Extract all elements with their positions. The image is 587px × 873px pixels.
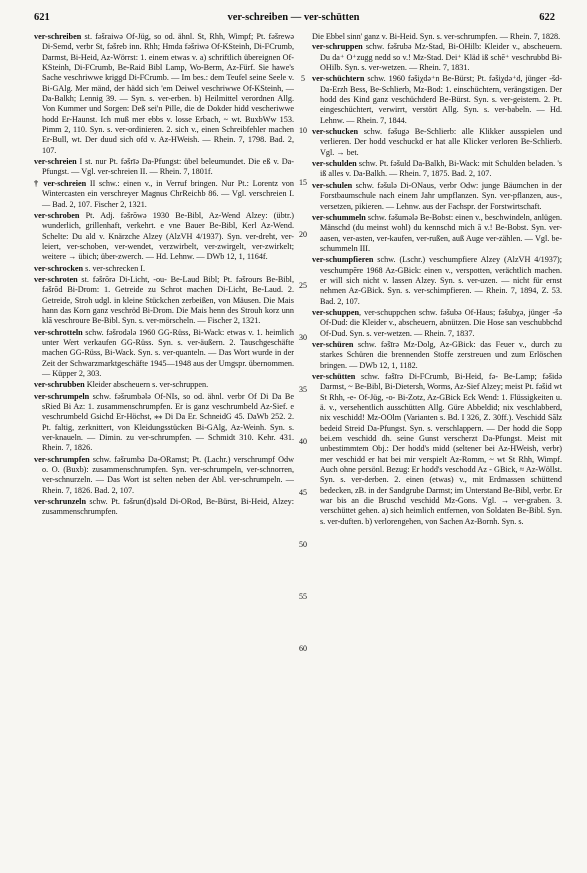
entry-headword: ver-schütten	[312, 372, 356, 381]
entry-body: schw. Pt. fəšrun(d)səld Di-ORod, Be-Bürst, Bi-Heid, Alzey: zusammenschrumpfen.	[42, 497, 294, 517]
entry-headword: ver-schüchtern	[312, 74, 365, 84]
line-number: 10	[299, 126, 307, 136]
page-number-left: 621	[34, 12, 50, 23]
entry-headword: ver-schreien	[34, 157, 77, 167]
dictionary-entry	[312, 32, 562, 42]
line-number: 20	[299, 229, 307, 239]
entry-body: schw. fəšugə Be-Schlierb: alle Klikker ausspielen und verlieren. Der hodd veschuckd er hat alle Klicker verloren Be-Schlierb. Vgl. → bet.	[320, 127, 562, 157]
entry-body: schw. fəšrumbələ Of-NIs, so od. ähnl. verbr Of Di Da Be sRied Bi Az: 1. zusammenschrumpfen. Er is ganz veschrumbeld Az-Sief. e veschrumbeld Gsichd Er-Höchst, ⁎⁎ Di Da Er. SchneidG 45. DaWb 252. 2. Pt. faltig, zerknittert, von Kleidungsstücken Bi-GAlg, Az-Weinh. Syn. s. ver-knaueln. — Dimin. zu ver-schrumpfen. — Schmidt 310. Kehr. 431. Rhein. 7, 1826.	[42, 391, 294, 453]
line-number: 50	[299, 540, 307, 550]
entry-headword: ver-schreiben	[34, 32, 82, 41]
line-number: 30	[299, 333, 307, 343]
dictionary-entry	[34, 328, 294, 380]
entry-headword: ver-schumpfieren	[312, 255, 374, 265]
entry-body: Pt. Adj. fəšrōwə 1930 Be-Bibl, Az-Wend Alzey: (übtr.) wunderlich, grillenhaft, verkehrt. e vne Bauer Be-Bibl, Kerl Az-Wend. Schelte: Du ald v. Knärzche Alzey (AlzVH 4/1937). Syn. ver-dreht, ver-leiert, ver-schoben, ver-wendet, verzwirbelt, ver-zwirgelt, ver-zwirkelt; weitere → übich; über-zwerch. — Hd. Lehnw. — DWb 12, 1, 1164f.	[42, 210, 294, 262]
entry-headword: † ver-schreien	[34, 178, 87, 188]
line-number: 45	[299, 488, 307, 498]
running-title: ver-schreiben — ver-schütten	[227, 12, 360, 23]
entry-body: schw. fəšīrə Mz-Dolg, Az-GBick: das Feuer v., durch zu starkes Schüren die brennenden Stoffe zerstreuen und zum Erlöschen bringen. — DWb 12, 1, 1182.	[320, 339, 562, 370]
entry-body: schw. fəšulə Di-ONaus, verbr Odw: junge Bäumchen in der Forstbaumschule nach einem Jahr umpflanzen. Syn. ver-pflanzen, aus-, versetzen, pikieren. — Lehnw. aus der Fachspr. der Forstwirtschaft.	[320, 180, 562, 211]
entry-body: schw. 1960 fəšiχdə⁺n Be-Bürst; Pt. fəšiχdə⁺d, jünger -šd- Da-Erzh Bess, Be-Schlierb, Mz-Bod: 1. einschüchtern, verängstigen. Der hodd des Kind ganz veschüchderd Be-Bürst. Syn. s. ver-geistern. 2. Pt. eingeschüchtert, verwirrt, verstört Allg. Syn. s. ver-babeln. — Hd. Lehnw. — Rhein. 7, 1844.	[320, 74, 562, 125]
entry-headword: ver-schroben	[34, 210, 80, 220]
line-number: 15	[299, 177, 307, 187]
entry-headword: ver-schrotteln	[34, 327, 83, 337]
line-number: 5	[301, 74, 305, 84]
dictionary-entry	[312, 181, 562, 212]
line-number: 60	[299, 643, 307, 653]
dictionary-entry	[34, 179, 294, 210]
entry-headword: ver-schrubben	[34, 380, 85, 390]
dictionary-entry	[312, 213, 562, 254]
dictionary-entry	[312, 255, 562, 307]
dictionary-entry	[312, 340, 562, 371]
dictionary-entry	[34, 275, 294, 327]
entry-body: Die Ebbel sinn' ganz v. Bi-Heid. Syn. s. ver-schrumpfen. — Rhein. 7, 1828.	[312, 32, 561, 41]
dictionary-entry	[312, 42, 562, 73]
entry-body: schw. fəšrumbə Da-ORamst; Pt. (Lachr.) verschrumpf Odw o. O. (Buxb): zusammenschrumpfen. Syn. ver-schrumpeln, ver-schnorren, ver-schnurzeln. — Das Wort ist selten neben der Abl. ver-schrumpeln. — Rhein. 7, 1826. Bad. 2, 107.	[42, 454, 294, 495]
entry-body: schw. fəšīrə Di-FCrumb, Bi-Heid, fə- Be-Lamp; fəšidə Darmst, ~ Be-Bibl, Bi-Dietersh, Worms, Az-Sief Alzey; meist Pt. fəšid wt St Rhh, -e- Of-Jüg, -o- Bi-Zotz, Az-GBick Eck Wend: 1. Flüssigkeiten u. ä. v., versehentlich ausschütten Allg. Güre Abbeldid; nix veschlabberd, nix veschidd! Mz-OOlm (Varianten s. Bd. I 326, Z. 30ff.). Veschidd Sālz bedeid Streid Da-Pfungst. Syn. s. verschlappern. — Der hodd die Sopp bei.em veschidd dh. seine Gunst verscherzt Da-Pfungst. Meist mit unbestimmtem Obj.: Der hodd's midd (seltener bei Az-HWeish, verbr) mer veschidd er hat bei mir verspielt Az-Romm, ~ wt St Rhh, Wimpf. Auch ohne persönl. Bezug: Er hodd's veschodd Az - GBick, ≈ Az-Wöllst. Syn. s. ver-derben. 2. einen (etwas) v., mit Erdmassen schüttend bedecken, zB. in der Sandgrube Darmst; im Unterstand Be-Bibl, verbr. Er war bis an die Bruschd veschidd Mz-Gons. Vgl. → ver-graben. 3. verschüttet gehen. a) sich heimlich entfernen, von Soldaten Be-Bibl. Syn. s. ver-duften. b) verlorengehen, von Sachen Az-Bornh. Syn. s.	[320, 372, 562, 526]
dictionary-entry	[34, 157, 294, 178]
entry-headword: ver-schrocken	[34, 263, 84, 273]
entry-headword: ver-schrumpfen	[34, 454, 90, 464]
line-number: 25	[299, 281, 307, 291]
dictionary-entry	[34, 380, 294, 390]
entry-headword: ver-schulden	[312, 159, 357, 169]
entry-body: , ver-schuppchen schw. fəšubə Of-Haus; fəšubχə, jünger -šə Of-Dud: die Kleider v., abscheuern, abnützen. Die Hose san veschubbchd Of-Dud. Syn. s. ver-wetzen. — Rhein. 7, 1837.	[320, 307, 562, 338]
entry-headword: ver-schucken	[312, 127, 359, 137]
dictionary-entry	[312, 127, 562, 158]
dictionary-entry	[34, 392, 294, 454]
line-number-gutter	[296, 32, 310, 867]
entry-body: s. ver-schrecken I.	[83, 263, 146, 273]
right-column	[312, 32, 562, 867]
line-number: 55	[299, 591, 307, 601]
dictionary-entry	[34, 264, 294, 274]
entry-headword: ver-schrunzeln	[34, 497, 86, 507]
dictionary-entry	[312, 308, 562, 339]
dictionary-entry	[34, 455, 294, 496]
entry-body: st. fəšraiwə Of-Jüg, so od. ähnl. St, Rhh, Wimpf; Pt. fəšrewə Di-Semd, verbr St, fəšreb inn. Rhh; Hmda fəšriwə Of-KSteinh, Di-FCrumb, Darmst, Bi-Heid, Az-Wörrst: 1. einem etwas v. a) schriftlich übereignen Of-KSteinh, Di-FCrumb, Be-Raid Bibl Lamp, Wo-Berm, Az-Fürf. Sie hawe's Sache veschriwwe kriggd Di-FCrumb. — Im bes.: dem Teufel seine Seele v. Bi-GAlg. Mer mänd, der hädd sich 'em Deiwel veschriwwe Of-KSteinh, — Da-Balkh; Lennig 39. — Syn. s. ver-erben. b) Heilmittel verordnen Allg. Von Kummer und Sorgen: Deß sei'n Pille, die de Dokder hidd vescheriwwe hodd Er-Haunst. Ich muß mer ebbs v. losse Erbach, ~ wt. BuxbWw 153. Pimm 2, 110. Syn. s. ver-ordinieren. 2. sich v., einen Schreibfehler machen Er-Bull, wt. Der duud sich ofd v. Az-HWeish. — Rhein. 7, 1798. Bad. 2, 107.	[42, 32, 294, 155]
entry-body: st. fəšrōrə Di-Licht, -ou- Be-Laud Bibl; Pt. fəšrours Be-Bibl, fəšrōd Bi-Drom: 1. Getreide zu Schrot machen Di-Licht, Be-Laud. 2. Getreide, Stroh udgl. in kleine Stückchen zerbeißen, von Mäusen. Die Mais hann das Korn ganz veschröd Bi-Drom. Die Mais henn des Strouh korz unn klā veschroure Be-Bibl. Syn. s. ver-mörscheln. — Fischer 2, 1321.	[42, 274, 294, 326]
entry-headword: ver-schummeln	[312, 212, 366, 222]
dictionary-entry	[34, 211, 294, 263]
entry-body: schw. fəšrubə Mz-Stad, Bi-OHilb: Kleider v., abscheuern. Du da⁺ O⁺zugg nedd so v.! Mz-Stad. Dei⁺ Kläd iß schē⁺ veschrubbd Bi-OHilb. Syn. s. ver-wetzen. — Rhein. 7, 1831.	[320, 42, 562, 73]
entry-body: schw. (Lschr.) veschumpfiere Alzey (AlzVH 4/1937); veschumpēre 1968 Az-GBick: einen v., verspotten, verächtlich machen. er will sich nicht v. lassen Alzey. Syn. s. ver-uzen. — nicht für ernst nehmen Az-GBick. Syn. s. ver-schimpfieren. — Rhein. 7, 1894, Z. 53. Bad. 2, 107.	[320, 255, 562, 306]
entry-headword: ver-schulen	[312, 180, 353, 190]
entry-headword: ver-schrumpeln	[34, 391, 90, 401]
page-header	[12, 10, 575, 28]
entry-headword: ver-schruppen	[312, 42, 363, 52]
entry-headword: ver-schroten	[34, 274, 78, 284]
dictionary-entry	[312, 74, 562, 126]
dictionary-entry	[312, 159, 562, 180]
dictionary-entry	[312, 372, 562, 527]
left-column	[34, 32, 294, 867]
entry-body: Kleider abscheuern s. ver-schruppen.	[84, 380, 209, 390]
line-number: 35	[299, 384, 307, 394]
page-number-right: 622	[539, 12, 555, 23]
entry-headword: ver-schüren	[312, 339, 354, 349]
line-number: 40	[299, 436, 307, 446]
entry-body: II schw.: einen v., in Verruf bringen. Nur Pt.: Lorentz von Wintercasten ein verschreyer Magnus ChrReichb 86. — Vgl. verschreien I. — Bad. 2, 107. Fischer 2, 1321.	[42, 178, 294, 209]
entry-headword: ver-schuppen	[312, 307, 360, 317]
dictionary-entry	[34, 497, 294, 518]
entry-body: schw. fəšumələ Be-Bobst: einen v., beschwindeln, anlügen. Mänschd (du meinst wohl) du kennschd mich ā v.! Be-Bobst. Syn. ver-aasen, ver-asten, ver-kaufen, ver-rußen, auß Auge ver-zählen. — Vgl. be-schummeln III.	[320, 212, 562, 253]
text-columns	[34, 32, 563, 867]
entry-body: schw. Pt. fəšuld Da-Balkh, Bi-Wack: mit Schulden beladen. 's iß alles v. Da-Balkh. — Rhein. 7, 1875. Bad. 2, 107.	[320, 159, 562, 179]
entry-body: schw. fəšrodələ 1960 GG-Rüss, Bi-Wack: etwas v. 1. heimlich unter Wert verkaufen GG-Rüss. Syn. s. ver-äußern. 2. Tauschgeschäfte machen GG-Rüss, Bi-Wack. Syn. s. ver-quanteln. — Das Wort wurde in der Zeit der Schwarzmarktgeschäfte 1945—1948 aus der Umgspr. übernommen. — Küpper 2, 303.	[42, 327, 294, 378]
entry-body: I st. nur Pt. fəšrīə Da-Pfungst: übel beleumundet. Die eß v. Da-Pfungst. — Vgl. ver-schreien II. — Rhein. 7, 1801f.	[42, 157, 294, 177]
dictionary-entry	[34, 32, 294, 156]
